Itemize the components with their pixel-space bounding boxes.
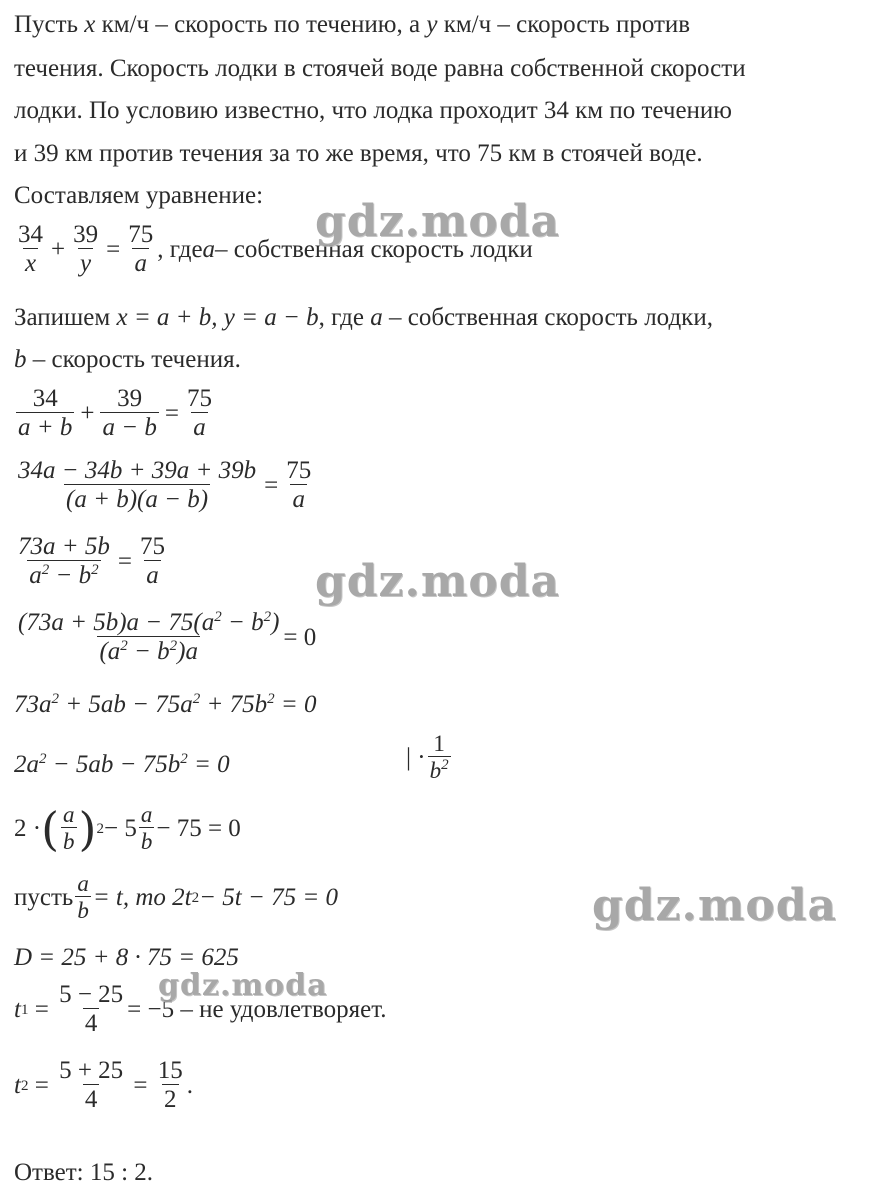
fraction: $\frac{75}{a}$ xyxy=(128,221,154,278)
substitution-line-1: Запишем x = a + b, y = a − b, где a – собственная скорость лодки, xyxy=(14,304,713,331)
intro-line-5: Составляем уравнение: xyxy=(14,182,264,209)
intro-line-1 xyxy=(14,12,690,37)
fraction: $\frac{a}{b}$ xyxy=(77,871,89,924)
equation-8: 2 · ( $\frac{a}{b}$ ) 2 − 5 $\frac{a}{b}$ − 75 = 0 xyxy=(14,801,241,856)
fraction: $\frac{39}{y}$ xyxy=(73,221,99,278)
var-y: y xyxy=(426,11,438,38)
equation-2: $\frac{34}{a + b}$ + $\frac{39}{a - b}$ = $\frac{75}{a}$ xyxy=(18,385,212,442)
equation-9: пусть $\frac{a}{b}$ = t, то 2t 2 − 5t − 75 = 0 xyxy=(14,871,338,924)
intro-text: Пусть xyxy=(14,11,85,38)
equation-4: $\frac{73a + 5b}{a^2 - b^2}$ = $\frac{75}{a}$ xyxy=(18,533,165,590)
discriminant: D = 25 + 8 · 75 = 625 xyxy=(14,944,239,971)
fraction: $\frac{34a - 34b + 39a + 39b}{(a + b)(a - b)}$ xyxy=(18,457,257,514)
fraction: $\frac{1}{b^2}$ xyxy=(429,731,449,784)
var-x: x xyxy=(84,11,96,38)
equation-5: $\frac{(73a + 5b)a - 75(a^2 - b^2)}{(a^2 - b^2)a}$ = 0 xyxy=(18,609,317,666)
root-t1: t 1 = $\frac{5 - 25}{4}$ = −5 – не удовлетворяет. xyxy=(14,981,387,1038)
fraction: $\frac{5 + 25}{4}$ xyxy=(59,1057,124,1114)
fraction: $\frac{a}{b}$ xyxy=(63,802,75,855)
fraction: $\frac{75}{a}$ xyxy=(186,385,212,442)
answer: Ответ: 15 : 2. xyxy=(14,1159,154,1186)
watermark: gdz.moda xyxy=(592,880,838,931)
equation-3: $\frac{34a - 34b + 39a + 39b}{(a + b)(a - b)}$ = $\frac{75}{a}$ xyxy=(18,457,312,514)
fraction: $\frac{5 - 25}{4}$ xyxy=(59,981,124,1038)
intro-text: км/ч – скорость по течению, а xyxy=(95,11,427,38)
intro-text: км/ч – скорость против xyxy=(437,11,691,38)
substitution-line-2: b – скорость течения. xyxy=(14,346,241,373)
substitution-expression: x = a + b, y = a − b xyxy=(116,304,319,331)
equation-7: $2a^2 - 5ab - 75b^2 = 0$ xyxy=(14,751,230,778)
fraction: $\frac{75}{a}$ xyxy=(286,457,312,514)
multiplier-note: | · $\frac{1}{b^2}$ xyxy=(406,731,449,784)
intro-line-3: лодки. По условию известно, что лодка проходит 34 км по течению xyxy=(14,97,732,124)
intro-line-4: и 39 км против течения за то же время, что 75 км в стоячей воде. xyxy=(14,140,703,167)
fraction: $\frac{(73a + 5b)a - 75(a^2 - b^2)}{(a^2 - b^2)a}$ xyxy=(18,609,280,666)
fraction: $\frac{15}{2}$ xyxy=(157,1057,183,1114)
fraction: $\frac{75}{a}$ xyxy=(139,533,165,590)
fraction: $\frac{39}{a - b}$ xyxy=(102,385,157,442)
watermark: gdz.moda xyxy=(158,968,328,1003)
fraction: $\frac{34}{a + b}$ xyxy=(18,385,73,442)
intro-line-2: течения. Скорость лодки в стоячей воде равна собственной скорости xyxy=(14,55,746,82)
equation-6: $73a^2 + 5ab - 75a^2 + 75b^2 = 0$ xyxy=(14,691,317,718)
fraction: $\frac{34}{x}$ xyxy=(18,221,43,278)
equation-1: $\frac{34}{x}$ + $\frac{39}{y}$ = $\frac{75}{a}$ , где a – собственная скорость лодки xyxy=(18,221,533,278)
watermark: gdz.moda xyxy=(315,556,561,607)
fraction: $\frac{a}{b}$ xyxy=(140,802,153,855)
root-t2: t 2 = $\frac{5 + 25}{4}$ = $\frac{15}{2}$ . xyxy=(14,1057,194,1114)
fraction: $\frac{73a + 5b}{a^2 - b^2}$ xyxy=(18,533,110,590)
watermark: gdz.moda xyxy=(315,196,561,247)
